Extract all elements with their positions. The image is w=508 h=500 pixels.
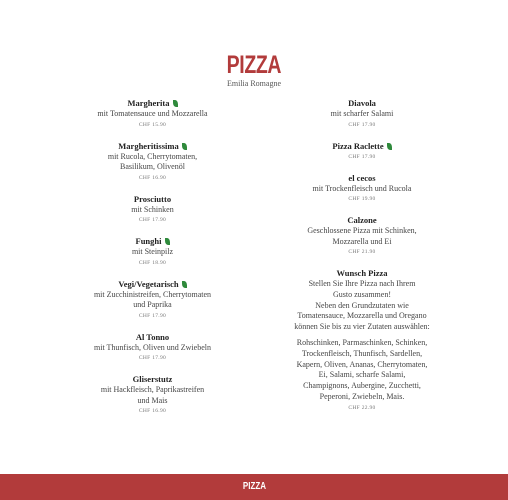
item-name-text: Calzone: [347, 215, 377, 225]
menu-column-right: [272, 98, 452, 424]
item-description: mit scharfer Salami: [330, 109, 394, 118]
item-description: Trockenfleisch, Thunfisch, Sardellen,: [301, 348, 423, 358]
item-description: mit Steinpilz: [131, 247, 174, 256]
item-name: [272, 141, 452, 152]
leaf-icon: [182, 281, 187, 288]
menu-items-right: [272, 98, 452, 257]
item-description: Gusto zusammen!: [333, 289, 391, 299]
item-name: [60, 194, 245, 205]
menu-item: [60, 374, 245, 416]
item-description: Ei, Salami, scharfe Salami,: [318, 370, 406, 380]
item-price: CHF 22.90: [348, 404, 376, 411]
item-description: mit Schinken: [131, 204, 174, 214]
item-name-text: el cecos: [348, 172, 376, 183]
leaf-icon: [165, 238, 170, 245]
item-price: CHF 18.90: [138, 259, 167, 266]
leaf-icon: [387, 143, 392, 150]
item-description: Geschlossene Pizza mit Schinken,: [307, 226, 417, 235]
item-name-text: Gliserstutz: [132, 374, 173, 384]
footer-label: PIZZA: [242, 481, 266, 492]
item-price: CHF 17.90: [138, 312, 167, 319]
menu-item: [272, 173, 452, 205]
item-name-text: Funghi: [135, 236, 162, 246]
item-price: CHF 16.90: [138, 408, 167, 414]
item-description: Champignons, Aubergine, Zucchetti,: [303, 381, 421, 391]
item-description: mit Thunfisch, Oliven und Zwiebeln: [94, 342, 211, 352]
item-name-text: Margheritissima: [118, 140, 179, 151]
item-price: CHF 21.90: [348, 249, 376, 255]
item-description: Neben den Grundzutaten wie: [315, 300, 409, 310]
menu-item: [60, 236, 245, 268]
item-description: Peperoni, Zwiebeln, Mais.: [319, 391, 405, 401]
item-name: [272, 173, 452, 184]
item-description: Basilikum, Olivenöl: [120, 162, 185, 171]
menu-item: [60, 141, 245, 183]
item-name: [272, 98, 452, 109]
item-price: CHF 17.90: [348, 121, 376, 128]
menu-column-left: [60, 98, 245, 427]
wunsch-intro: [272, 279, 452, 333]
item-price: CHF 19.90: [348, 196, 376, 202]
footer-bar: [0, 474, 508, 500]
item-name: [60, 374, 245, 385]
item-name-text: Prosciutto: [133, 193, 172, 204]
item-description: mit Zucchinistreifen, Cherrytomaten: [93, 289, 212, 299]
item-price: CHF 15.90: [138, 121, 167, 128]
item-name-text: Diavola: [348, 98, 376, 108]
item-price: CHF 17.90: [138, 355, 167, 361]
item-name: [60, 141, 245, 152]
menu-item: [272, 215, 452, 257]
item-name-text: Vegi/Vegetarisch: [118, 278, 179, 289]
menu-item: [60, 98, 245, 130]
item-name: [60, 279, 245, 290]
menu-item: [272, 141, 452, 162]
item-name: [272, 215, 452, 226]
item-description: und Paprika: [133, 300, 172, 309]
page-subtitle: Emilia Romagne: [227, 79, 281, 88]
item-description: Kapern, Oliven, Ananas, Cherrytomaten,: [296, 359, 428, 369]
menu-item-wunsch-pizza: [272, 268, 452, 413]
item-name-text: Al Tonno: [135, 331, 170, 342]
item-description: und Mais: [137, 395, 168, 405]
page-title: PIZZA: [226, 51, 282, 79]
menu-item: [272, 98, 452, 130]
item-description: Stellen Sie Ihre Pizza nach Ihrem: [308, 279, 416, 288]
item-name: [60, 236, 245, 247]
item-description: Rohschinken, Parmaschinken, Schinken,: [296, 337, 428, 347]
item-description: Mozzarella und Ei: [332, 236, 392, 246]
menu-item: [60, 279, 245, 321]
item-name: [60, 332, 245, 343]
item-name-text: Pizza Raclette: [332, 140, 384, 151]
item-name: [60, 98, 245, 109]
leaf-icon: [173, 100, 178, 107]
menu-item: [60, 194, 245, 226]
item-description: Tomatensauce, Mozzarella und Oregano: [297, 311, 427, 321]
menu-header: [0, 52, 508, 88]
item-description: mit Hackfleisch, Paprikastreifen: [100, 385, 205, 394]
menu-item: [60, 332, 245, 364]
leaf-icon: [182, 143, 187, 150]
item-price: CHF 16.90: [138, 174, 167, 181]
item-name-text: Margherita: [127, 98, 170, 108]
item-description: mit Trockenfleisch und Rucola: [312, 183, 412, 193]
wunsch-options: [272, 338, 452, 403]
item-price: CHF 17.90: [138, 217, 167, 223]
item-name: Wunsch Pizza: [336, 268, 388, 278]
item-description: mit Tomatensauce und Mozzarella: [97, 109, 208, 118]
item-description: können Sie bis zu vier Zutaten auswählen:: [294, 322, 430, 332]
item-price: CHF 17.90: [348, 153, 376, 160]
item-description: mit Rucola, Cherrytomaten,: [107, 151, 198, 161]
